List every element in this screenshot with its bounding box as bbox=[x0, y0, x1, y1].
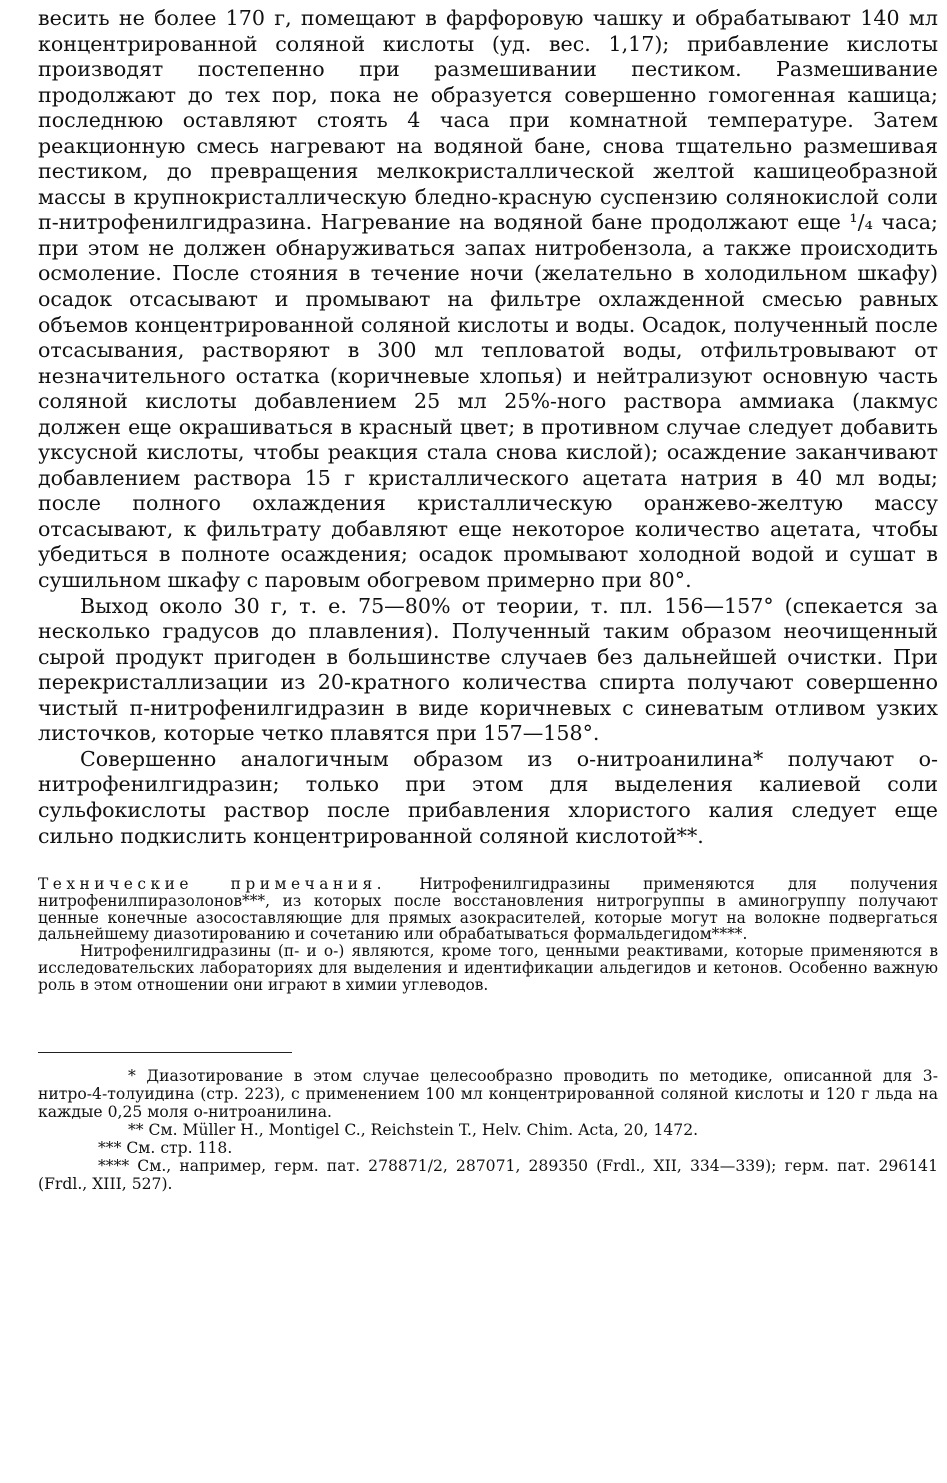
footnote-3: *** См. стр. 118. bbox=[98, 1139, 233, 1157]
footnote-4: **** См., например, герм. пат. 278871/2, 287071, 289350 (Frdl., XII, 334—339); герм. пат. 296141 (Frdl., XIII, 527). bbox=[38, 1157, 938, 1194]
footnote-divider bbox=[38, 1052, 292, 1053]
technical-notes-paragraph-1: Технические примечания. Нитрофенилгидразины применяются для получения нитрофенилпиразолонов***, из которых после восстановления нитрогруппы в аминогруппу получают ценные конечные азосоставляющие для прямых азокрасителей, которые могут на волокне подвергаться дальнейшему диазотированию и сочетанию или обрабатываться формальдегидом****. bbox=[38, 875, 939, 944]
footnote-2: ** См. Müller H., Montigel C., Reichstein T., Helv. Chim. Acta, 20, 1472. bbox=[128, 1120, 699, 1139]
technical-notes-paragraph-2: Нитрофенилгидразины (п- и о-) являются, кроме того, ценными реактивами, которые применяются в исследовательских лабораториях для выделения и идентификации альдегидов и кетонов. Особенно важную роль в этом отношении они играют в химии углеводов. bbox=[38, 942, 938, 994]
footnote-1: * Диазотирование в этом случае целесообразно проводить по методике, описанной для 3-нитро-4-толуидина (стр. 223), с применением 100 мл концентрированной соляной кислоты и 120 г льда на каждые 0,25 моля о-нитроанилина. bbox=[38, 1066, 938, 1121]
body-paragraph-3: Совершенно аналогичным образом из о-нитроанилина* получают о-нитрофенилгидразин; только при этом для выделения калиевой соли сульфокислоты раствор после прибавления хлористого калия следует еще сильно подкислить концентрированной соляной кислотой**. bbox=[38, 746, 938, 848]
book-page bbox=[38, 6, 938, 1193]
technical-notes bbox=[38, 876, 938, 994]
body-paragraph-2: Выход около 30 г, т. е. 75—80% от теории, т. пл. 156—157° (спекается за несколько градусов до плавления). Полученный таким образом неочищенный сырой продукт пригоден в большинстве случаев без дальнейшей очистки. При перекристаллизации из 20-кратного количества спирта получают совершенно чистый п-нитрофенилгидразин в виде коричневых с синеватым отливом узких листочков, которые четко плавятся при 157—158°. bbox=[38, 593, 938, 746]
body-paragraph-1: весить не более 170 г, помещают в фарфоровую чашку и обрабатывают 140 мл концентрированной соляной кислоты (уд. вес. 1,17); прибавление кислоты производят постепенно при размешивании пестиком. Размешивание продолжают до тех пор, пока не образуется совершенно гомогенная кашица; последнюю оставляют стоять 4 часа при комнатной температуре. Затем реакционную смесь нагревают на водяной бане, снова тщательно размешивая пестиком, до превращения мелкокристаллической желтой кашицеобразной массы в крупнокристаллическую бледно-красную суспензию солянокислой соли п-нитрофенилгидразина. Нагревание на водяной бане продолжают еще ¹/₄ часа; при этом не должен обнаруживаться запах нитробензола, а также происходить осмоление. После стояния в течение ночи (желательно в холодильном шкафу) осадок отсасывают и промывают на фильтре охлажденной смесью равных объемов концентрированной соляной кислоты и воды. Осадок, полученный после отсасывания, растворяют в 300 мл тепловатой воды, отфильтровывают от незначительного остатка (коричневые хлопья) и нейтрализуют основную часть соляной кислоты добавлением 25 мл 25%-ного раствора аммиака (лакмус должен еще окрашиваться в красный цвет; в противном случае следует добавить уксусной кислоты, чтобы реакция стала снова кислой); осаждение заканчивают добавлением раствора 15 г кристаллического ацетата натрия в 40 мл воды; после полного охлаждения кристаллическую оранжево-желтую массу отсасывают, к фильтрату добавляют еще некоторое количество ацетата, чтобы убедиться в полноте осаждения; осадок промывают холодной водой и сушат в сушильном шкафу с паровым обогревом примерно при 80°. bbox=[38, 6, 938, 593]
technical-notes-heading: Технические примечания. bbox=[38, 875, 387, 894]
